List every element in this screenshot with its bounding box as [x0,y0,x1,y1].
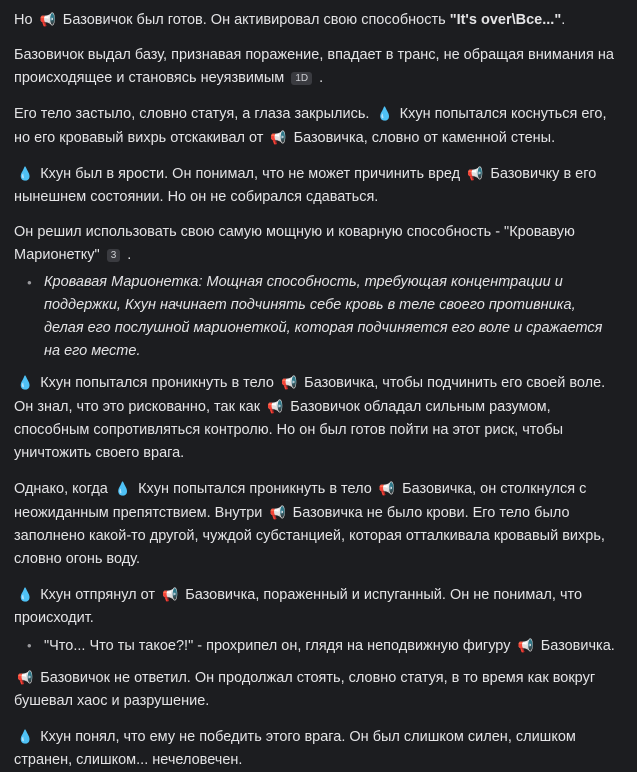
text: . [127,247,132,263]
dice-badge: 3 [107,249,121,262]
megaphone-icon: 📢 [162,587,179,602]
text: Базовичка, чтобы подчинить его своей воле. Он знал, что это рискованно, так как [14,375,606,415]
text: Базовичка, словно от каменной стены. [293,130,556,146]
megaphone-icon: 📢 [378,481,396,496]
text: Базовичка. [540,638,615,654]
dice-badge: 1D [291,72,312,85]
text: . [319,70,324,86]
text: Базовичок был готов. Он активировал свою способность [62,12,450,28]
paragraph-8 [14,583,619,630]
megaphone-icon: 📢 [17,670,34,685]
drop-of-blood-icon: 💧 [17,729,34,744]
paragraph-9 [14,666,619,713]
bullet-ability-description: • Кровавая Марионетка: Мощная способность, требующая концентрации и поддержки, Кхун начинает подчинять себе кровь в теле своего противника, делая его послушной марионеткой, которая подчиняется его воле и сражается на его месте. [14,271,619,363]
text: "Что... Что ты такое?!" - прохрипел он, глядя на неподвижную фигуру [44,638,511,654]
text: Кхун отпрянул от [40,587,156,603]
paragraph-4 [14,162,619,209]
paragraph-5 [14,221,619,267]
megaphone-icon: 📢 [517,638,534,653]
text: Его тело застыло, словно статуя, а глаза закрылись. [14,106,370,122]
text: Базовичка, пораженный и испуганный. Он не понимал, что происходит. [14,587,583,626]
megaphone-icon: 📢 [267,399,284,414]
paragraph-1 [14,8,619,32]
paragraph-7 [14,477,619,571]
text: Базовичка не было крови. Его тело было заполнено какой-то другой, чуждой субстанцией, которая отталкивала кровавый вихрь, словно огонь воду. [14,505,605,567]
text: Но [14,12,33,28]
text: Базовичка, он столкнулся с неожиданным препятствием. Внутри [14,481,587,521]
text: Кхун был в ярости. Он понимал, что не может причинить вред [40,166,461,182]
megaphone-icon: 📢 [280,375,298,390]
drop-of-blood-icon: 💧 [17,166,34,181]
drop-of-blood-icon: 💧 [114,481,132,496]
text: Однако, когда [14,481,108,497]
text: Базовичку в его нынешнем состоянии. Но он не собирался сдаваться. [14,166,597,205]
text: Кхун понял, что ему не победить этого врага. Он был слишком силен, слишком странен, слишком... нечеловечен. [14,729,576,768]
text: Базовичок не ответил. Он продолжал стоять, словно статуя, в то время как вокруг бушевал хаос и разрушение. [14,670,596,709]
drop-of-blood-icon: 💧 [376,106,393,121]
text: Базовичок выдал базу, признавая поражение, впадает в транс, не обращая внимания на происходящее и становясь неуязвимым [14,47,614,86]
paragraph-10 [14,725,619,772]
paragraph-3 [14,102,619,150]
megaphone-icon: 📢 [467,166,484,181]
drop-of-blood-icon: 💧 [17,375,34,390]
text: Он решил использовать свою самую мощную и коварную способность - "Кровавую Марионетку" [14,224,575,263]
ability-name: "It's over\Все..." [449,12,562,28]
text: . [561,12,566,28]
megaphone-icon: 📢 [39,12,56,27]
text: Кхун попытался проникнуть в тело [40,375,274,391]
megaphone-icon: 📢 [269,505,286,520]
text: Кхун попытался коснуться его, но его кровавый вихрь отскакивал от [14,106,607,146]
text: Базовичок обладал сильным разумом, способным сопротивляться контролю. Но он был готов пойти на этот риск, чтобы уничтожить своего врага. [14,399,564,461]
megaphone-icon: 📢 [270,130,287,145]
text: Кхун попытался проникнуть в тело [138,481,372,497]
paragraph-6 [14,371,619,465]
paragraph-2 [14,44,619,90]
bullet-quote [14,634,619,658]
drop-of-blood-icon: 💧 [17,587,34,602]
